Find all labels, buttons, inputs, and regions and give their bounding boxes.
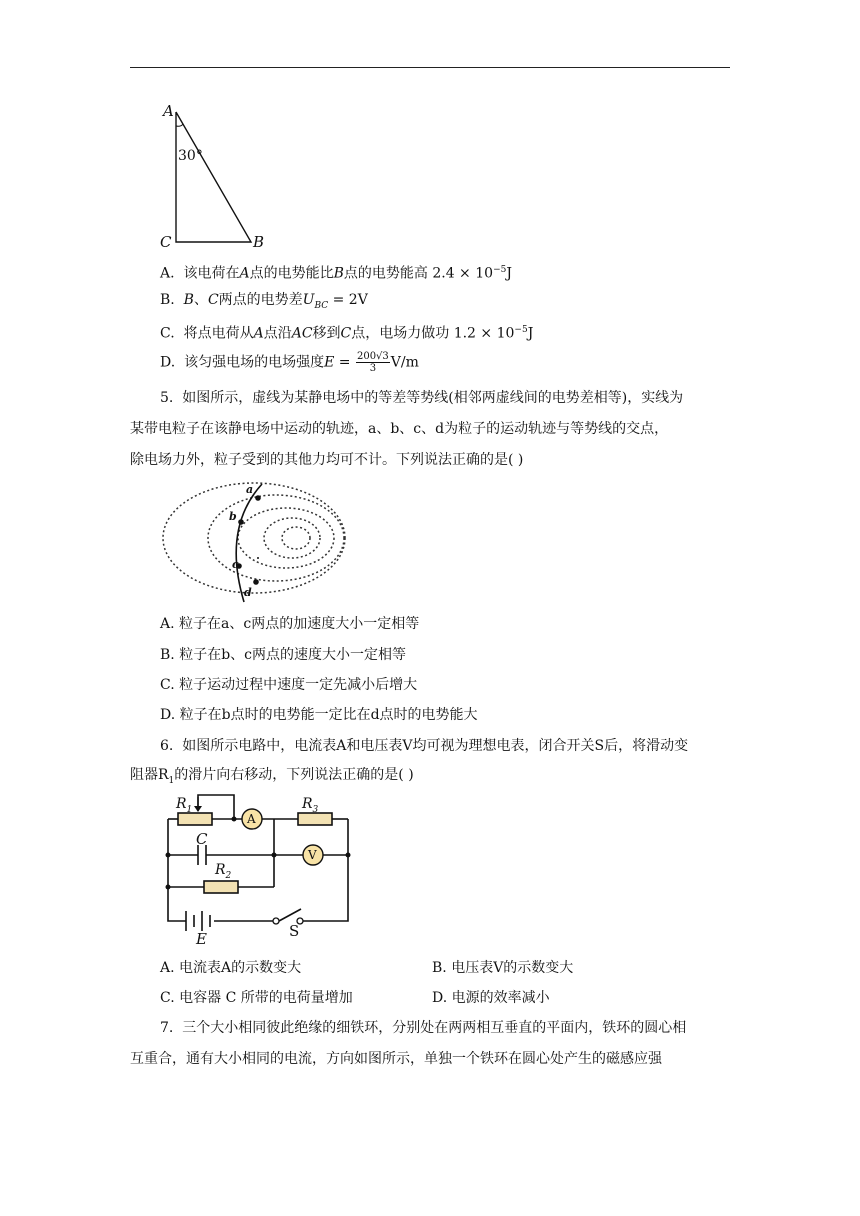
- equipotential-figure: [160, 478, 350, 606]
- q5-stem-line1: 5. 如图所示，虚线为某静电场中的等差等势线(相邻两虚线间的电势差相等)，实线为: [160, 390, 684, 406]
- label-a: a: [246, 483, 254, 496]
- q6-stem-line1: 6. 如图所示电路中，电流表A和电压表V均可视为理想电表，闭合开关S后，将滑动变: [160, 738, 689, 754]
- label-R3: $R_3$: [302, 796, 319, 815]
- label-angle: 30°: [178, 148, 203, 164]
- q5-option-a: A. 粒子在a、c两点的加速度大小一定相等: [160, 616, 420, 632]
- label-R1: $R_1$: [176, 796, 193, 815]
- label-C-cap: C: [196, 830, 208, 848]
- q4-option-a: A. 该电荷在A点的电势能比B点的电势能高 $2.4 \times 10^{-5}J$: [160, 265, 512, 282]
- q4-option-d: D. 该匀强电场的电场强度E = $\frac{200√3}{3}$ V/m: [160, 351, 419, 374]
- q5-stem-line2: 某带电粒子在该静电场中运动的轨迹，a、b、c、d为粒子的运动轨迹与等势线的交点，: [130, 421, 669, 437]
- label-S: S: [289, 922, 300, 940]
- voltmeter-label: V: [308, 848, 317, 862]
- label-A: A: [163, 102, 174, 120]
- ammeter-label: A: [247, 812, 256, 826]
- q5-option-d: D. 粒子在b点时的电势能一定比在d点时的电势能大: [160, 707, 478, 723]
- label-C: C: [160, 233, 172, 251]
- q7-stem-line2: 互重合，通有大小相同的电流，方向如图所示，单独一个铁环在圆心处产生的磁感应强: [130, 1051, 662, 1067]
- q5-option-c: C. 粒子运动过程中速度一定先减小后增大: [160, 677, 418, 693]
- label-E: E: [196, 930, 207, 948]
- label-d: d: [244, 586, 252, 599]
- q6-option-a: A. 电流表A的示数变大: [160, 960, 302, 976]
- label-b: b: [229, 510, 237, 523]
- q6-stem-line2: 阻器$R_1$的滑片向右移动，下列说法正确的是( ): [130, 767, 414, 786]
- header-rule: [130, 67, 730, 68]
- label-c: c: [232, 558, 239, 571]
- triangle-figure: [155, 98, 275, 254]
- q6-option-b: B. 电压表V的示数变大: [432, 960, 574, 976]
- label-B: B: [253, 233, 265, 251]
- q5-option-b: B. 粒子在b、c两点的速度大小一定相等: [160, 647, 406, 663]
- q5-stem-line3: 除电场力外，粒子受到的其他力均可不计。下列说法正确的是( ): [130, 452, 524, 468]
- q6-option-c: C. 电容器 C 所带的电荷量增加: [160, 990, 353, 1006]
- q4-option-c: C. 将点电荷从A点沿AC移到C点，电场力做功 $1.2 \times 10^{-5}J$: [160, 325, 534, 342]
- q7-stem-line1: 7. 三个大小相同彼此绝缘的细铁环，分别处在两两相互垂直的平面内，铁环的圆心相: [160, 1020, 687, 1036]
- q4-option-b: B. B、C两点的电势差$U_{BC} = 2V$: [160, 292, 368, 311]
- q6-option-d: D. 电源的效率减小: [432, 990, 550, 1006]
- label-R2: $R_2$: [215, 862, 232, 881]
- circuit-figure: [160, 793, 360, 945]
